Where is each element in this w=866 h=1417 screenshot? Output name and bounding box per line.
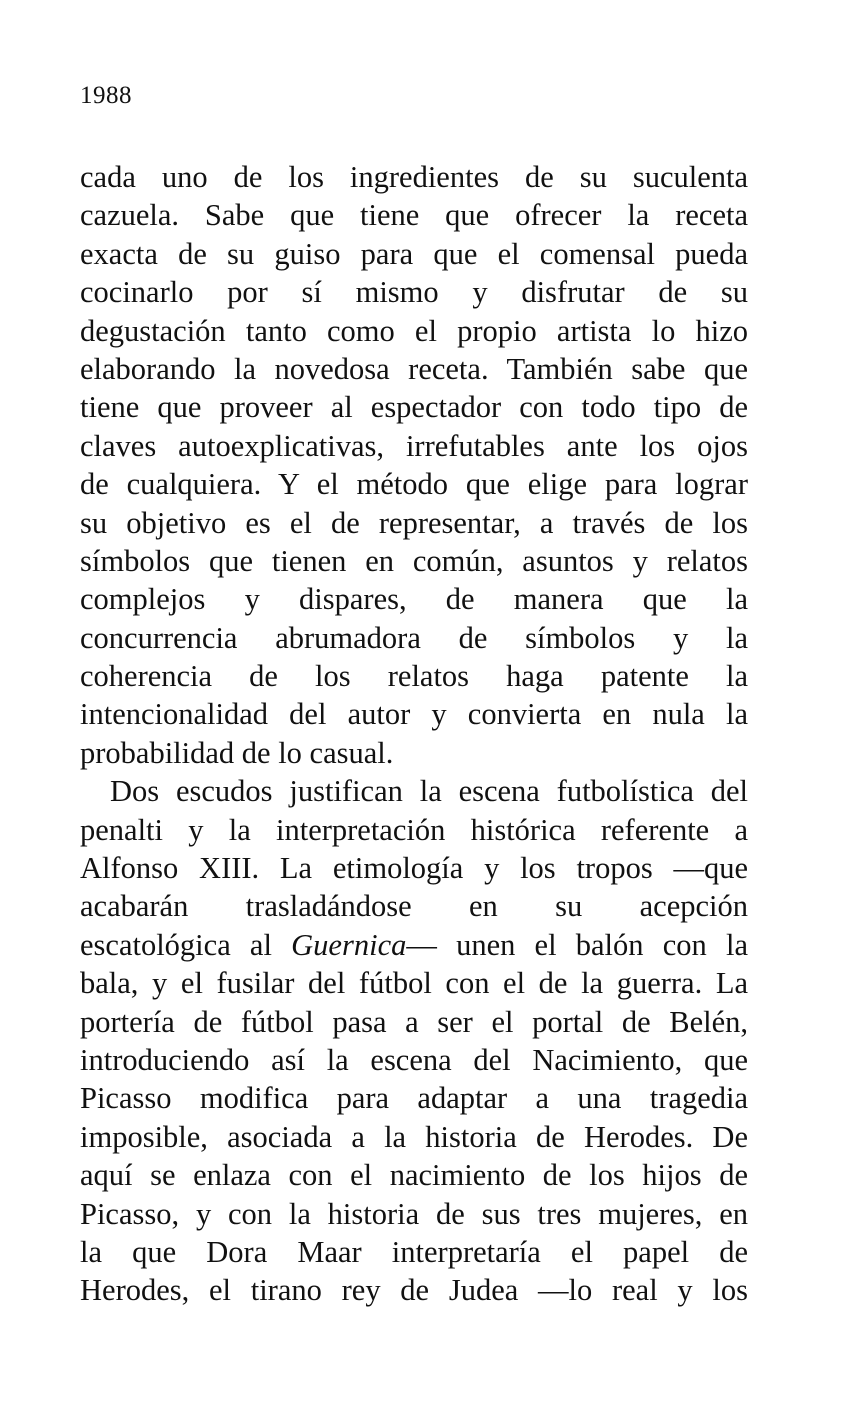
text-segment: — unen el balón con la	[406, 927, 748, 962]
text-segment: escatológica al	[80, 927, 292, 962]
text-line: Herodes, el tirano rey de Judea —lo real y los	[80, 1273, 748, 1308]
text-line: cada uno de los ingredientes de su suculenta	[80, 160, 748, 194]
text-line: acabarán trasladándose en su acepción	[80, 889, 748, 924]
text-line: intencionalidad del autor y convierta en nula la	[80, 697, 748, 732]
text-line: concurrencia abrumadora de símbolos y la	[80, 620, 748, 655]
text-line: penalti y la interpretación histórica referente a	[80, 812, 748, 847]
text-line: exacta de su guiso para que el comensal pueda	[80, 236, 748, 271]
text-line: cocinarlo por sí mismo y disfrutar de su	[80, 275, 748, 310]
text-line: Picasso, y con la historia de sus tres mujeres, en	[80, 1196, 748, 1231]
text-line: cazuela. Sabe que tiene que ofrecer la receta	[80, 198, 748, 233]
page-header-number: 1988	[80, 82, 132, 109]
text-line: probabilidad de lo casual.	[80, 735, 394, 770]
text-line: degustación tanto como el propio artista lo hizo	[80, 313, 748, 348]
text-line: complejos y dispares, de manera que la	[80, 582, 748, 617]
text-line: símbolos que tienen en común, asuntos y relatos	[80, 543, 748, 578]
text-line: Dos escudos justifican la escena futbolística del	[110, 774, 748, 809]
text-line: introduciendo así la escena del Nacimiento, que	[80, 1042, 748, 1077]
paragraph-1	[80, 158, 748, 772]
italic-title: Guernica	[291, 927, 407, 962]
text-line: claves autoexplicativas, irrefutables ante los ojos	[80, 428, 748, 463]
paragraph-2	[80, 772, 748, 1309]
text-line: portería de fútbol pasa a ser el portal de Belén,	[80, 1004, 748, 1039]
text-line: Alfonso XIII. La etimología y los tropos —que	[80, 851, 748, 886]
body-text	[80, 158, 748, 1310]
text-line: bala, y el fusilar del fútbol con el de la guerra. La	[80, 966, 748, 1001]
text-line: Picasso modifica para adaptar a una tragedia	[80, 1081, 748, 1116]
text-line: aquí se enlaza con el nacimiento de los hijos de	[80, 1158, 748, 1193]
text-line: tiene que proveer al espectador con todo tipo de	[80, 390, 748, 425]
text-line: coherencia de los relatos haga patente la	[80, 659, 748, 694]
text-line: la que Dora Maar interpretaría el papel de	[80, 1234, 748, 1269]
text-line: de cualquiera. Y el método que elige para lograr	[80, 467, 748, 502]
text-line	[80, 926, 748, 964]
text-line: elaborando la novedosa receta. También sabe que	[80, 351, 748, 386]
text-line: imposible, asociada a la historia de Herodes. De	[80, 1119, 748, 1154]
text-line: su objetivo es el de representar, a través de los	[80, 505, 748, 540]
